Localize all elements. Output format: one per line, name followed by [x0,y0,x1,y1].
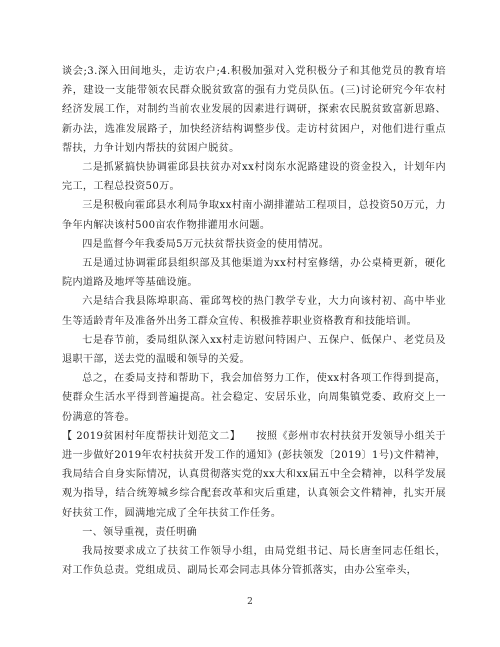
paragraph: 二是抓紧搞快协调霍邱县扶贫办对xx村岗东水泥路建设的资金投入，计划年内完工，工程总投资50万。 [62,162,446,193]
section-heading-paragraph: 【 2019贫困村年度帮扶计划范文二】 按照《彭州市农村扶贫开发领导小组关于进一步做好2019年农村扶贫开发工作的通知》(彭扶领发〔2019〕1号)文件精神，我局结合自身实际情况，认真贯彻落实党的xx大和xx届五中全会精神，以科学发展观为指导，结合统筹城乡综合配套改革和灾后重建，认真领会文件精神，扎实开展好扶贫工作，圆满地完成了全年扶贫工作任务。 [62,430,446,519]
paragraph: 总之，在委局支持和帮助下，我会加倍努力工作，使xx村各项工作得到提高，使群众生活水平得到普遍提高。社会稳定、安居乐业，向周集镇党委、政府交上一份满意的答卷。 [62,373,446,423]
paragraph: 我局按要求成立了扶贫工作领导小组，由局党组书记、局长唐奎同志任组长，对工作负总责。党组成员、副局长邓会同志具体分管抓落实，由办公室牵头， [62,546,446,577]
page-number: 2 [247,597,253,607]
paragraph: 六是结合我县陈埠职高、霍邱驾校的热门教学专业，大力向该村初、高中毕业生等适龄青年及准备外出务工群众宣传、积极推荐职业资格教育和技能培训。 [62,296,446,327]
paragraph: 五是通过协调霍邱县组织部及其他渠道为xx村村室修缮，办公桌椅更新，硬化院内道路及地坪等基础设施。 [62,258,446,289]
paragraph: 四是监督今年我委局5万元扶贫帮扶资金的使用情况。 [82,238,330,250]
subsection-heading: 一、领导重视，责任明确 [82,526,198,538]
paragraph: 三是积极向霍邱县水利局争取xx村南小湖排灌站工程项目，总投资50万元，力争年内解决该村500亩农作物排灌用水问题。 [62,200,446,231]
paragraph: 谈会;3.深入田间地头，走访农户;4.积极加强对入党积极分子和其他党员的教育培养，建设一支能带领农民群众脱贫致富的强有力党员队伍。(三)讨论研究今年农村经济发展工作，对制约当前农业发展的因素进行调研，探索农民脱贫致富新思路、新办法，选准发展路子，加快经济结构调整步伐。走访村贫困户，对他们进行重点帮扶，力争计划内帮扶的贫困户脱贫。 [62,66,446,154]
paragraph: 七是春节前，委局组队深入xx村走访慰问特困户、五保户、低保户、老党员及退职干部，送去党的温暖和领导的关爱。 [62,334,446,366]
document-body [62,62,446,580]
